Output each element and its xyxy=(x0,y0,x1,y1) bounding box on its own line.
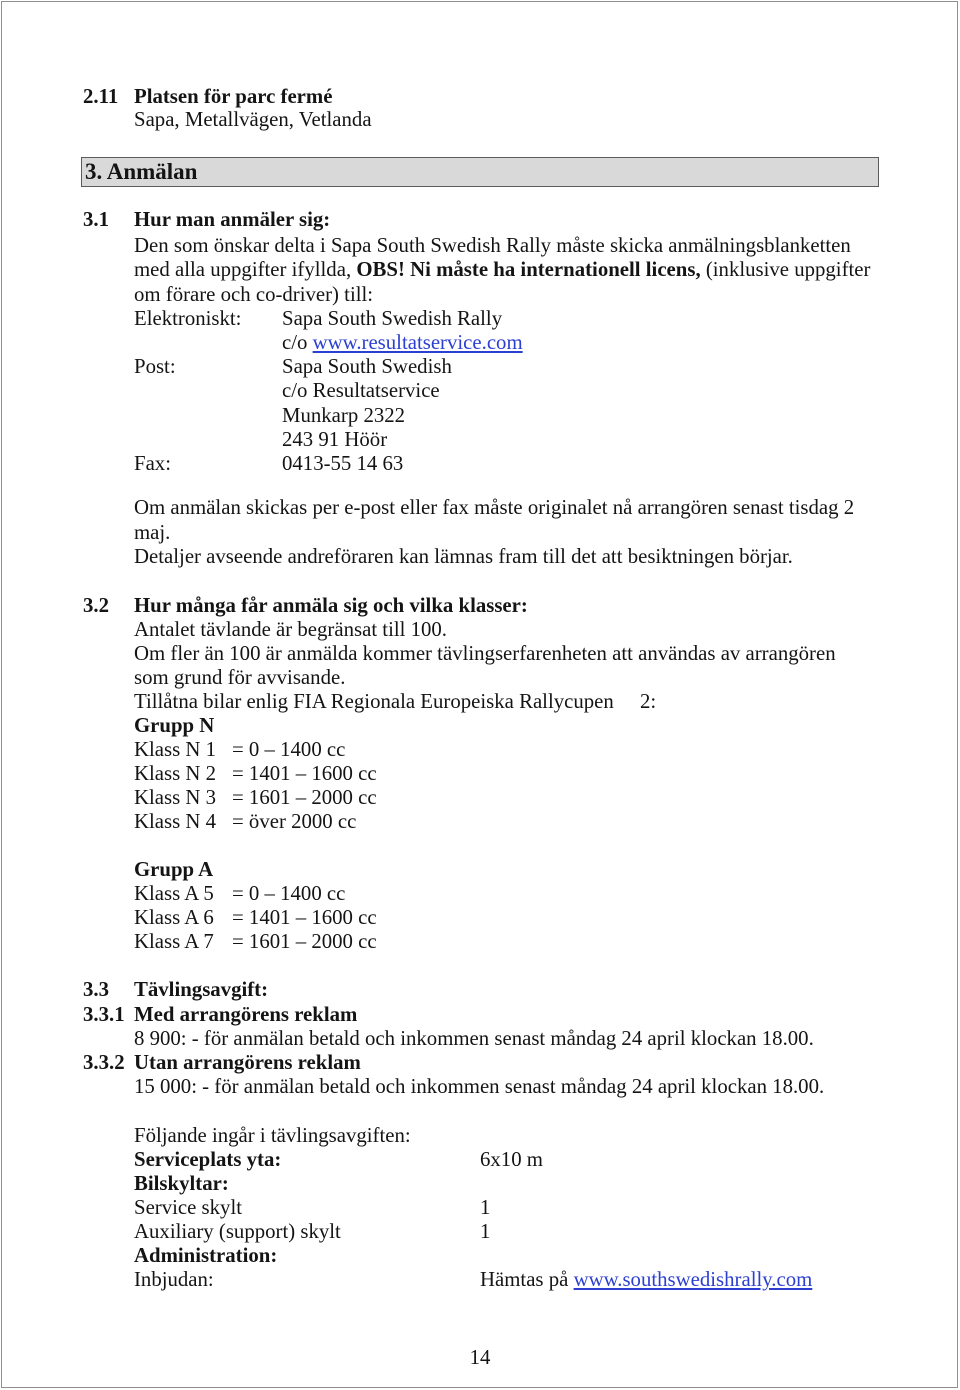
class-label: Klass N 1 xyxy=(134,738,217,761)
section-3-3-2-number: 3.3.2 xyxy=(83,1051,125,1074)
class-label: Klass A 7 xyxy=(134,930,214,953)
class-label: Klass A 5 xyxy=(134,882,214,905)
class-label: Klass N 3 xyxy=(134,786,217,809)
contact-electronic-name: Sapa South Swedish Rally xyxy=(282,307,503,330)
section-3-1-line-2 xyxy=(134,258,870,282)
contact-electronic-co-prefix: c/o xyxy=(282,331,313,354)
section-2-11-body: Sapa, Metallvägen, Vetlanda xyxy=(134,108,372,131)
section-3-1-line-2-start: med alla uppgifter ifyllda, xyxy=(134,258,357,281)
section-3-heading: 3. Anmälan xyxy=(85,159,198,184)
section-3-3-1-number: 3.3.1 xyxy=(83,1003,125,1026)
class-label: Klass N 4 xyxy=(134,810,217,833)
contact-electronic-co-line xyxy=(282,331,523,355)
section-3-2-line: Antalet tävlande är begränsat till 100. xyxy=(134,618,447,641)
section-3-3-number: 3.3 xyxy=(83,978,109,1001)
sign-label: Service skylt xyxy=(134,1196,243,1219)
service-area-label: Serviceplats yta: xyxy=(134,1148,282,1171)
admin-label: Administration: xyxy=(134,1244,278,1267)
class-range: = 0 – 1400 cc xyxy=(232,882,346,905)
obs-license-notice: OBS! Ni måste ha internationell licens, xyxy=(356,258,701,281)
group-a-heading: Grupp A xyxy=(134,858,214,881)
section-2-11-title: Platsen för parc fermé xyxy=(134,85,333,108)
sign-label: Auxiliary (support) skylt xyxy=(134,1220,341,1243)
allowed-cars-ref: 2: xyxy=(640,690,657,713)
section-3-1-line-3: om förare och co-driver) till: xyxy=(134,283,374,306)
section-3-1-line-2-end: (inklusive uppgifter xyxy=(700,258,871,281)
invitation-label: Inbjudan: xyxy=(134,1268,214,1291)
class-range: = 1601 – 2000 cc xyxy=(232,786,377,809)
allowed-cars-text: Tillåtna bilar enlig FIA Regionala Europeiska Rallycupen xyxy=(134,690,614,713)
contact-post-line: Munkarp 2322 xyxy=(282,404,406,427)
note-line: Detaljer avseende andreföraren kan lämnas fram till det att besiktningen börjar. xyxy=(134,545,793,568)
signs-label: Bilskyltar: xyxy=(134,1172,229,1195)
section-3-2-line: som grund för avvisande. xyxy=(134,666,346,689)
contact-fax-number: 0413-55 14 63 xyxy=(282,452,404,475)
southswedishrally-link[interactable]: www.southswedishrally.com xyxy=(573,1268,813,1291)
contact-fax-label: Fax: xyxy=(134,452,171,475)
resultatservice-link[interactable]: www.resultatservice.com xyxy=(312,331,523,354)
invitation-line xyxy=(480,1268,812,1292)
contact-post-line: 243 91 Höör xyxy=(282,428,388,451)
section-3-1-line-1: Den som önskar delta i Sapa South Swedish Rally måste skicka anmälningsblanketten xyxy=(134,234,851,257)
section-3-2-number: 3.2 xyxy=(83,594,109,617)
sign-qty: 1 xyxy=(480,1196,491,1219)
section-3-1-number: 3.1 xyxy=(83,208,109,231)
class-range: = 1601 – 2000 cc xyxy=(232,930,377,953)
note-line: Om anmälan skickas per e-post eller fax måste originalet nå arrangören senast tisdag 2 xyxy=(134,496,855,519)
section-3-2-line: Om fler än 100 är anmälda kommer tävlingserfarenheten att användas av arrangören xyxy=(134,642,836,665)
section-3-1-title: Hur man anmäler sig: xyxy=(134,208,331,231)
class-range: = 1401 – 1600 cc xyxy=(232,906,377,929)
section-3-3-2-text: 15 000: - för anmälan betald och inkommen senast måndag 24 april klockan 18.00. xyxy=(134,1075,825,1098)
class-label: Klass A 6 xyxy=(134,906,214,929)
note-line: maj. xyxy=(134,521,171,544)
class-range: = över 2000 cc xyxy=(232,810,357,833)
section-3-3-1-text: 8 900: - för anmälan betald och inkommen senast måndag 24 april klockan 18.00. xyxy=(134,1027,814,1050)
page-number: 14 xyxy=(469,1346,491,1369)
section-3-3-2-title: Utan arrangörens reklam xyxy=(134,1051,361,1074)
group-n-heading: Grupp N xyxy=(134,714,215,737)
class-range: = 0 – 1400 cc xyxy=(232,738,346,761)
contact-post-label: Post: xyxy=(134,355,176,378)
contact-electronic-label: Elektroniskt: xyxy=(134,307,242,330)
section-3-heading-box xyxy=(81,157,879,187)
contact-post-line: c/o Resultatservice xyxy=(282,379,440,402)
section-2-11-number: 2.11 xyxy=(83,85,119,108)
class-label: Klass N 2 xyxy=(134,762,217,785)
contact-post-line: Sapa South Swedish xyxy=(282,355,452,378)
service-area-value: 6x10 m xyxy=(480,1148,543,1171)
section-3-2-title: Hur många får anmäla sig och vilka klasser: xyxy=(134,594,528,617)
sign-qty: 1 xyxy=(480,1220,491,1243)
section-3-3-title: Tävlingsavgift: xyxy=(134,978,269,1001)
invitation-prefix: Hämtas på xyxy=(480,1268,574,1291)
included-intro: Följande ingår i tävlingsavgiften: xyxy=(134,1124,411,1147)
section-3-3-1-title: Med arrangörens reklam xyxy=(134,1003,358,1026)
class-range: = 1401 – 1600 cc xyxy=(232,762,377,785)
